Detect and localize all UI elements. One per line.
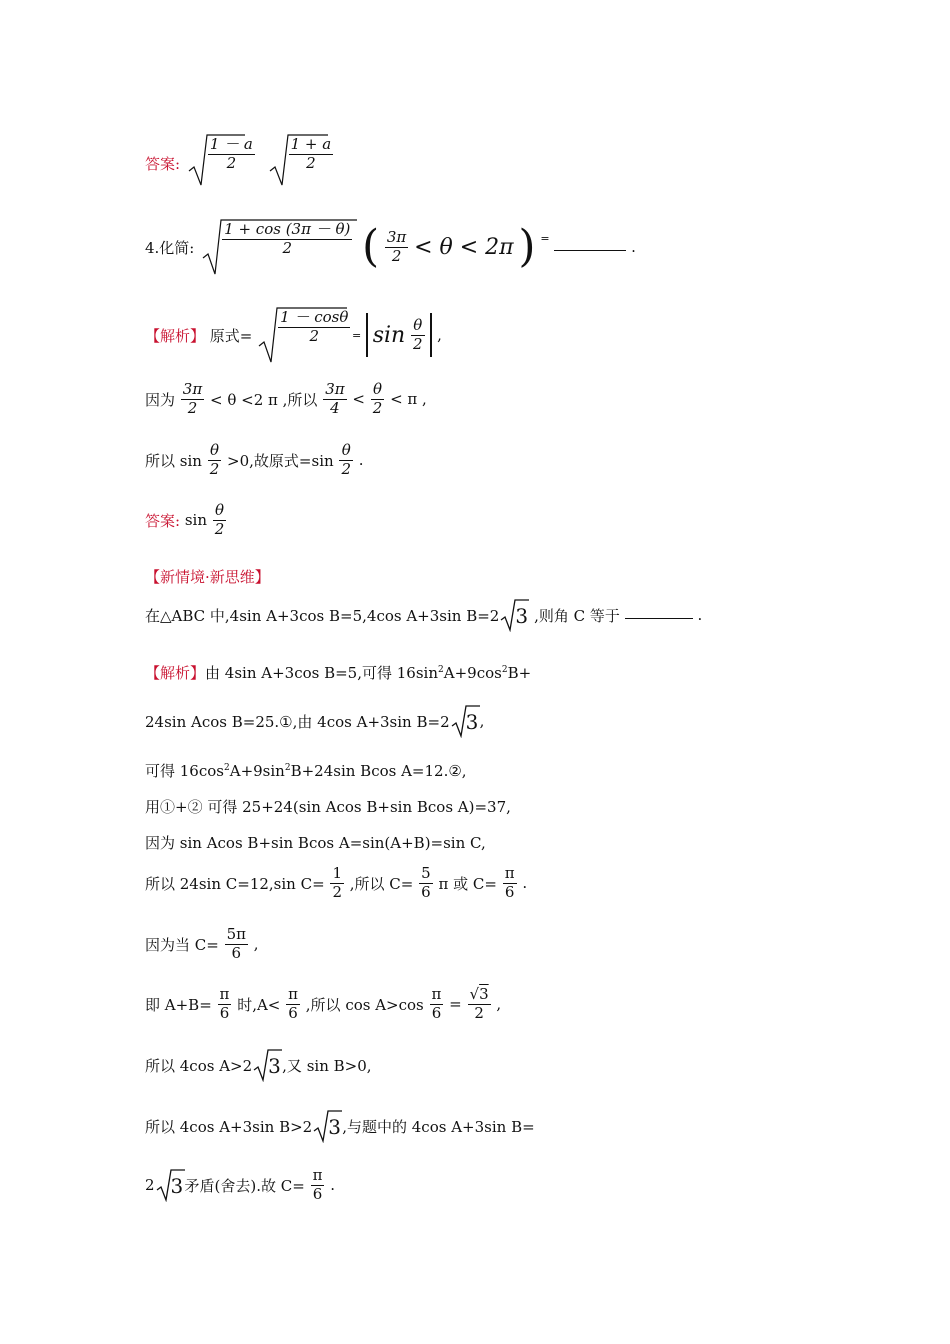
text: . (697, 606, 703, 624)
fraction: $\frac{\theta}{2}$ (214, 501, 225, 538)
text: 2 (145, 1176, 155, 1195)
fraction: $\frac{1}{2}$ (332, 864, 342, 901)
text: ,所以 C= (349, 874, 414, 893)
fraction-sqrt: $\frac{√3}{2}$ (469, 985, 489, 1022)
text: 矛盾(舍去).故 C= (184, 1176, 305, 1195)
text: A+9cos (443, 664, 502, 682)
fraction: $\frac{1 + a}{2}$ (290, 135, 332, 172)
question-prefix: 4.化简: (145, 238, 195, 257)
text: < π , (390, 390, 427, 409)
solution-2-line-5: 因为 sin Acos B+sin Bcos A=sin(A+B)=sin C, (145, 834, 486, 852)
text: . (330, 1176, 336, 1195)
text: >0,故原式=sin (227, 451, 334, 470)
answer-line-2 (145, 503, 227, 551)
fraction: $\frac{3\pi}{4}$ (325, 380, 345, 417)
fraction: $\frac{3\pi}{2}$ (386, 227, 407, 265)
solution-label: 【解析】 (145, 664, 206, 682)
text: 所以 4cos A+3sin B>2 (145, 1117, 313, 1136)
text: < θ <2 π ,所以 (209, 390, 318, 409)
fraction: $\frac{\pi}{6}$ (219, 985, 230, 1022)
solution-2-line-9 (145, 1048, 372, 1088)
radical-q4 (201, 218, 357, 276)
answer-label: 答案: (145, 154, 181, 173)
fraction: $\frac{1 + \cos (3\pi - \theta)}{2}$ (224, 220, 351, 257)
text: 即 A+B= (145, 995, 212, 1014)
fraction: $\frac{\pi}{6}$ (312, 1166, 323, 1203)
solution-1 (145, 306, 442, 366)
text: B+ (507, 664, 532, 682)
text: 因为当 C= (145, 935, 219, 954)
text: 所以 4cos A>2 (145, 1056, 253, 1075)
text: A+9sin (229, 762, 285, 780)
fraction: $\frac{1 - \cos\theta}{2}$ (280, 308, 349, 345)
sqrt-3: 3 (499, 598, 529, 632)
text: B+24sin Bcos A=12.②, (290, 762, 467, 780)
text: π 或 C= (438, 874, 497, 893)
solution-2-line-1: 【解析】由 4sin A+3cos B=5,可得 $16\sin^2A+9\cos^2B+$ (145, 664, 532, 682)
radical-2 (268, 133, 332, 187)
sqrt-3: 3 (155, 1168, 185, 1202)
answer-blank (625, 618, 693, 619)
radical-1 (187, 133, 253, 187)
fraction: $\frac{\pi}{6}$ (431, 985, 442, 1022)
text: = (449, 995, 462, 1014)
fraction: $\frac{\pi}{6}$ (288, 985, 298, 1022)
text: ,所以 cos A>cos (305, 995, 424, 1014)
solution-text: 原式= (209, 326, 253, 345)
fraction: $\frac{\theta}{2}$ (209, 441, 220, 478)
sqrt-3: 3 (312, 1109, 342, 1143)
text: 在△ABC 中,4sin A+3cos B=5,4cos A+3sin B=2 (145, 606, 500, 625)
answer-blank (554, 250, 626, 251)
equals-sign: = (540, 232, 550, 245)
section-label: 【新情境·新思维】 (145, 568, 270, 586)
sqrt-3: 3 (252, 1048, 282, 1082)
solution-2-line-11 (145, 1168, 335, 1216)
text: ,与题中的 4cos A+3sin B= (342, 1117, 535, 1136)
fraction: $\frac{\theta}{2}$ (372, 380, 383, 417)
text: < (352, 390, 365, 409)
text: 可得 16cos (145, 762, 224, 780)
period: . (631, 238, 636, 256)
text: sin (184, 511, 207, 530)
solution-2-line-6 (145, 866, 527, 914)
abs-bar-left (366, 313, 368, 357)
question-4 (145, 218, 636, 278)
solution-2-line-2 (145, 704, 484, 744)
answer-label: 答案: (145, 511, 181, 530)
fraction: $\frac{3\pi}{2}$ (182, 380, 203, 417)
abs-bar-right (430, 313, 432, 357)
comma: , (437, 326, 442, 344)
text: , (496, 995, 502, 1014)
text: 所以 24sin C=12,sin C= (145, 874, 325, 893)
text: . (358, 451, 364, 470)
so-line (145, 443, 364, 491)
fraction: $\frac{\theta}{2}$ (413, 315, 423, 353)
fraction: $\frac{5}{6}$ (421, 864, 431, 901)
solution-label: 【解析】 (145, 326, 206, 345)
solution-2-line-10 (145, 1109, 535, 1149)
condition-text: < θ < 2π (414, 234, 514, 260)
problem-statement (145, 598, 702, 638)
sqrt-3: 3 (450, 704, 480, 738)
radical-sol1 (257, 306, 347, 364)
text: , (479, 712, 485, 730)
equals-sign: = (351, 328, 362, 342)
fraction: $\frac{5\pi}{6}$ (226, 925, 247, 962)
answer-line-1 (145, 133, 332, 189)
text: 24sin Acos B=25.①,由 4cos A+3sin B=2 (145, 712, 450, 731)
text: 所以 sin (145, 451, 202, 470)
because-line (145, 382, 427, 430)
solution-2-line-4: 用①+② 可得 25+24(sin Acos B+sin Bcos A)=37, (145, 798, 511, 816)
text: 由 4sin A+3cos B=5,可得 16sin (205, 664, 439, 682)
solution-2-line-8 (145, 987, 501, 1035)
left-paren: ( (361, 221, 380, 272)
fraction: $\frac{1 - a}{2}$ (209, 135, 253, 172)
solution-2-line-7 (145, 927, 259, 975)
right-paren: ) (518, 221, 536, 272)
sin-text: sin (372, 322, 406, 348)
text: ,则角 C 等于 (534, 606, 620, 625)
solution-2-line-3: 可得 $16\cos^2A+9\sin^2B+24\sin$ Bcos A=12.②, (145, 762, 467, 780)
text: , (253, 935, 259, 954)
text: 时,A< (237, 995, 281, 1014)
text: . (522, 874, 528, 893)
fraction: $\frac{\theta}{2}$ (341, 441, 351, 478)
text: 因为 (145, 390, 176, 409)
text: ,又 sin B>0, (282, 1056, 372, 1075)
fraction: $\frac{\pi}{6}$ (504, 864, 515, 901)
